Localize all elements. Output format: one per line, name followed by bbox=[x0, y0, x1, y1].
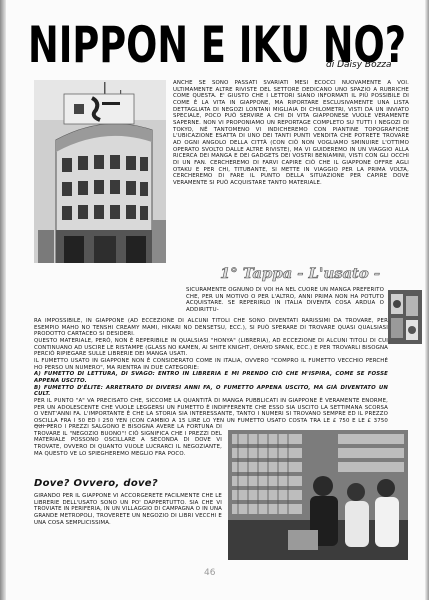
section-heading bbox=[218, 261, 383, 285]
byline: di Daisy Bozza bbox=[326, 60, 392, 70]
paragraph: IL FUMETTO USATO IN GIAPPONE NON È CONSIDERATO COME IN ITALIA, OVVERO "COMPRO IL FUMETTO VECCHIO PERCHÉ HO PERSO UN NUMERO", MA RIENTRA IN DUE CATEGORIE: bbox=[34, 357, 388, 371]
section2-body: GIRANDO PER IL GIAPPONE VI ACCORGERETE FACILMENTE CHE LE LIBRERIE DELL'USATO SONO UN PO' DAPPERTUTTO. SIA CHE VI TROVIATE IN PERIFERIA, IN UN VILLAGGIO DI CAMPAGNA O IN UNA GRANDE METROPOLI, TROVERETE UN NEGOZIO DI LIBRI VECCHI E UNA COSA SEMPLICISSIMA. bbox=[34, 493, 222, 526]
intro-text bbox=[173, 80, 409, 258]
bookstore-photo bbox=[228, 430, 408, 560]
svg-text:1° Tappa - L'usato -: 1° Tappa - L'usato - bbox=[220, 266, 381, 282]
paragraph: QUESTO MATERIALE, PERÒ, NON È REPERIBILE IN QUALSIASI "HONYA" (LIBRERIA), AD ECCEZIONE DI ALCUNI TITOLI DI CUI CONTINUANO AD USCIRE LE RISTAMPE (GLASS NO KAMEN, AI SHITE KNIGHT, OHAYO SPANK, ECC.) E PER TROVARLI BISOGNA PERCIÒ RIPIEGARE SULLE LIBRERIE DEI MANGA USATI. bbox=[34, 337, 388, 358]
section1-body bbox=[34, 318, 388, 426]
page-number: 46 bbox=[204, 568, 216, 578]
category-a: A) FUMETTO DI LETTURA, DI SVAGO: ENTRO IN LIBRERIA E MI PRENDO CIÒ CHE M'ISPIRA, COME SE FOSSE APPENA USCITO. bbox=[34, 371, 388, 384]
building-photo bbox=[34, 80, 166, 263]
page-edge-shadow bbox=[425, 0, 429, 600]
manga-stack-photo bbox=[388, 290, 422, 344]
subheading: Dove? Ovvero, dove? bbox=[34, 478, 158, 489]
paragraph: RA IMPOSSIBILE, IN GIAPPONE (AD ECCEZIONE DI ALCUNI TITOLI CHE SONO DIVENTATI RARISSIMI DA TROVARE, PER ESEMPIO MAHO NO TENSHI CREAMY MAMI, HIKARI NO DENSETSU, ECC.), SI PUÒ SPERARE DI TROVARE QUASI QUALSIASI PRODOTTO CARTACEO SI DESIDERI. bbox=[34, 318, 388, 338]
svg-text:NIPPON E IKU NO?: NIPPON E IKU NO? bbox=[28, 16, 406, 72]
section1-closing: QUI PERÒ I PREZZI SALGONO E BISOGNA AVERE LA FORTUNA DI TROVARE IL "NEGOZIO BUONO"! CIÒ SIGNIFICA CHE I PREZZI DEL MATERIALE POSSONO OSCILLARE A SECONDA DI DOVE VI TROVATE, OVVERO DI QUANTO VUOLE LUCRARCI IL NEGOZIANTE, MA QUESTO VE LO SPIEGHEREMO MEGLIO FRA POCO. bbox=[34, 424, 222, 457]
page-edge-shadow bbox=[0, 0, 6, 600]
section1-lead: SICURAMENTE OGNUNO DI VOI HA NEL CUORE UN MANGA PREFERITO CHE, PER UN MOTIVO O PER L'ALTRO, ANNI PRIMA NON HA POTUTO ACQUISTARE. SE REPERIRLO IN ITALIA DIVENTA COSA ARDUA O ADDIRITTU- bbox=[186, 287, 384, 313]
category-b: B) FUMETTO D'ÉLITE: ARRETRATO DI DIVERSI ANNI FA, O FUMETTO APPENA USCITO, MA GIÀ DIVENTATO UN CULT. bbox=[34, 384, 388, 398]
intro-paragraph: ANCHE SE SONO PASSATI SVARIATI MESI ECOCCI NUOVAMENTE A VOI. ULTIMAMENTE ALTRE RIVISTE DEL SETTORE DEDICANO UNO SPAZIO A RUBRICHE COME QUESTA. E' GIUSTO CHE I LETTORI SIANO INFORMATI IL PIÙ POSSIBILE DI COME È LA VITA IN GIAPPONE, MA RIPORTARE ESCLUSIVAMENTE UNA LISTA DETTAGLIATA DI NEGOZI LONTANI MIGLIAIA DI CHILOMETRI, VISTI DA UN INVIATO SPECIALE, POCO PUÒ SERVIRE A CHI DI VITA GIAPPONESE VUOLE VERAMENTE SAPERNE. NON VI PROPONIAMO UN REPORTAGE COMPLETO SU TUTTI I NEGOZI DI TOKYO, NÉ TANTOMENO VI INDICHEREMO CON PIANTINE TOPOGRAFICHE L'UBICAZIONE ESATTA DI UNO DEI TANTI PUNTI VENDITA CHE POTRETE TROVARE AD OGNI ANGOLO DELLA CITTÀ (CON CIÒ NON VOGLIAMO SMINUIRE L'OTTIMO OPERATO SVOLTO DALLE ALTRE RIVISTE), MA VI GUIDEREMO IN UN VIAGGIO ALLA RICERCA DEI MANGA E DEI GADGETS DEI VOSTRI BENIAMINI, VISTI CON GLI OCCHI DI UN FAN. CERCHEREMO DI FARVI CAPIRE CIÒ CHE IL GIAPPONE OFFRE AGLI OTAKU E PER CHI, TITUBANTE, SI METTE IN VIAGGIO PER LA PRIMA VOLTA, CERCHEREMO DI FARE IL PUNTO DELLA SITUAZIONE PER CAPIRE DOVE VERAMENTE SI PUÒ ACQUISTARE TANTO MATERIALE. bbox=[173, 80, 409, 186]
paragraph: PER IL PUNTO "A" VA PRECISATO CHE, SICCOME LA QUANTITÀ DI MANGA PUBBLICATI IN GIAPPONE È VERAMENTE ENORME, PER UN ADOLESCENTE CHE VUOLE LEGGERSI UN FUMETTO È INDIFFERENTE CHE ESSO SIA USCITO LA SETTIMANA SCORSA O VENT'ANNI FA. L'IMPORTANTE È CHE LA STORIA SIA INTERESSANTE, TANTO I NUMERI SI TROVANO SEMPRE ED IL PREZZO OSCILLA FRA I 50 ED I 250 YEN (CON CAMBIO A 15 LIRE LO YEN UN FUMETTO USATO COSTA TRA LE £ 750 E LE £ 3750 bbox=[34, 397, 388, 424]
